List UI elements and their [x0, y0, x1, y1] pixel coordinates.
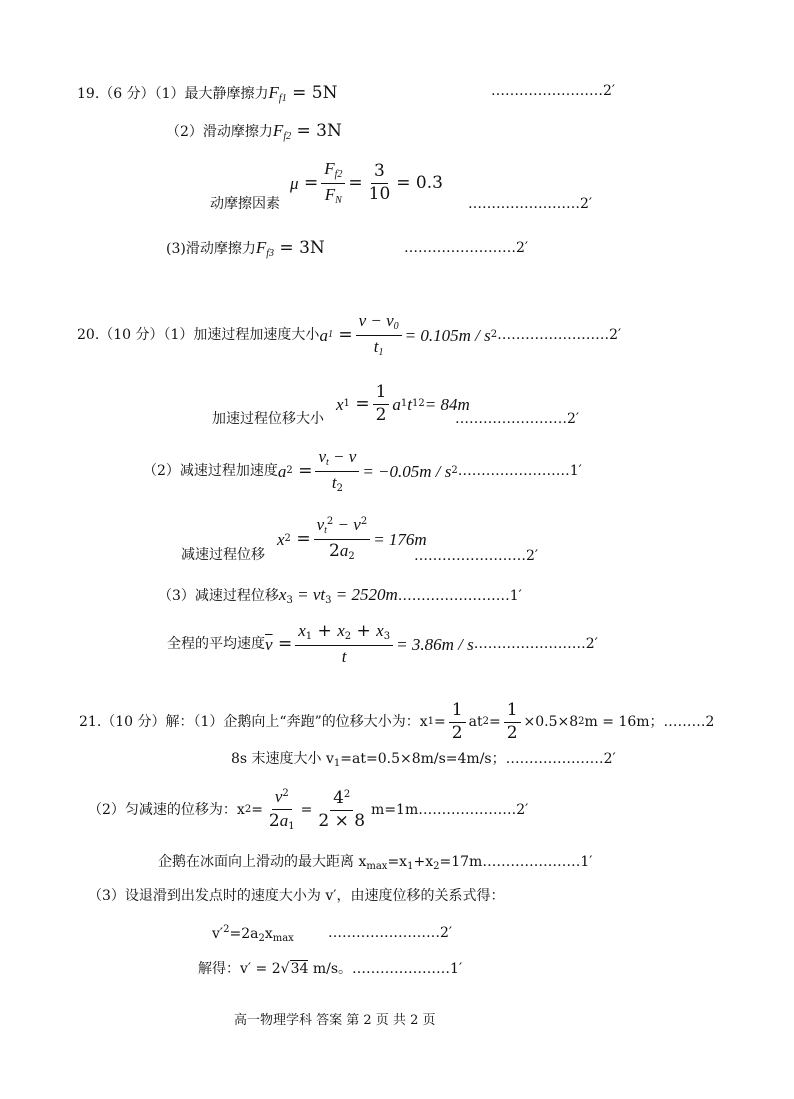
q19-head-text: 19.（6 分）（1）最大静摩擦力 [77, 86, 269, 102]
q19-mu-num2: 3 [371, 163, 388, 184]
q19-f3-value: = 3N [274, 238, 325, 258]
q21-eq-v: v′ [212, 926, 224, 942]
q19-p2-label: （2）滑动摩擦力 [166, 124, 273, 140]
q20-a2-result: = −0.05m / s [362, 461, 452, 481]
q21-solve-unit: m/s。 [308, 961, 353, 977]
q21-score1: …………………2′ [505, 751, 616, 767]
q21-score3: …………………1′ [482, 854, 593, 870]
q21-p2-result: m=1m [371, 802, 419, 819]
q20-x1-label: 加速过程位移大小 [212, 411, 324, 427]
q20-a1-sub: 1 [327, 329, 333, 340]
q20-score5: ……………………1′ [397, 588, 522, 604]
q19-score2: ……………………2′ [468, 196, 593, 212]
q19-mu-label: 动摩擦因素 [210, 196, 280, 212]
q19-mu-den: F [324, 184, 336, 204]
q19-mu-result: = 0.3 [396, 172, 443, 193]
q21-v1-result: =at=0.5×8m/s=4m/s； [340, 751, 506, 767]
q20-avg-result: = 3.86m / s [396, 634, 474, 654]
q21-v1-line: 8s 末速度大小 $v_1=at=0.5\times 8m/s=4m/s$；…………………2′ [231, 751, 616, 769]
q19-mu-fraction1 [321, 160, 345, 206]
q20-score6: ……………………2′ [473, 636, 598, 653]
q20-x1-result: = 84m [424, 394, 470, 414]
q20-x2-equation: x 2 = $\frac{v_t^2 - v^2}{2a_2}$ = 176m [277, 515, 427, 562]
q19-heading [77, 84, 337, 104]
q21-head-text: 21.（10 分）解：（1）企鹅向上“奔跑”的位移大小为：x [79, 714, 428, 731]
q21-head-score: ………2 [663, 714, 715, 731]
q19-score1: ……………………2′ [491, 83, 616, 99]
q19-f3-sub: f3 [266, 248, 275, 259]
q19-f2-symbol: F [272, 121, 284, 140]
q19-mu-den2: 10 [368, 183, 391, 204]
q20-a1-symbol: a [319, 325, 328, 345]
q21-score4: ……………………2′ [328, 925, 453, 941]
q21-xmax-eq: =x [387, 854, 408, 870]
q20-part2: （2）减速过程加速度 a 2 = $\frac{v_t - v}{t_2}$ = −0.05m / s 2 ……………………1′ [143, 447, 582, 494]
q20-p2-label: （2）减速过程加速度 [143, 463, 278, 479]
q20-x3-result: = 2520m [331, 585, 398, 604]
q19-f1-sub: f1 [278, 93, 287, 104]
q20-x2-result: = 176m [373, 529, 427, 549]
q19-mu-num-sub: f2 [334, 169, 343, 180]
q20-score1: ……………………2′ [497, 327, 622, 343]
q19-mu-symbol: μ [290, 173, 299, 193]
q20-a1-num: v − v [358, 311, 394, 330]
q19-mu-fraction2 [366, 160, 394, 204]
q21-equation-line: $v'^2=2a_2x_{max}$ [212, 924, 294, 944]
q19-f1-value: = 5N [286, 83, 338, 103]
q19-part3 [166, 239, 325, 259]
q19-p3-label: (3)滑动摩擦力 [166, 241, 256, 257]
q21-solve-sqrt: 34 [290, 961, 309, 977]
q20-head-text: 20.（10 分）（1）加速过程加速度大小 [77, 327, 320, 343]
q21-solution: 解得：v′ = 2√34 m/s。…………………1′ [198, 961, 463, 977]
q21-p2-label: （2）匀减速的位移为：x [88, 802, 245, 819]
q21-xmax-line: 企鹅在冰面向上滑动的最大距离 $x_{max}=x_1+x_2=17m\dots\dots\dots\dots\dots\dots\dots 1'$ [158, 854, 593, 872]
page-footer: 高一物理学科 答案 第 2 页 共 2 页 [234, 1013, 436, 1028]
q19-f2-value: = 3N [291, 121, 342, 141]
q21-v1-label: 8s 末速度大小 v [231, 751, 334, 767]
q19-mu-equation: μ = $\frac{F_{f2}}{F_N}$ = $\frac{3}{10}$ = 0.3 [290, 159, 443, 206]
q20-a1-result: = 0.105m / s [404, 325, 491, 345]
q20-a1-den-sub: 1 [378, 346, 384, 358]
q20-x1-equation: x 1 = $\frac{1}{2}$ a 1 t 1 2 = 84m [336, 382, 470, 425]
q19-score3: ……………………2′ [404, 240, 529, 256]
q21-score5: …………………1′ [352, 961, 463, 977]
q19-mu-num: F [324, 159, 335, 178]
q20-a1-den: t [373, 336, 379, 356]
q19-part2 [166, 122, 342, 142]
q20-p3-label: （3）减速过程位移 [158, 588, 279, 604]
q20-score3: ……………………1′ [457, 463, 582, 479]
q19-f3-symbol: F [255, 238, 267, 257]
q21-head-result: m = 16m； [584, 714, 664, 731]
q21-xmax-result: =17m [439, 854, 483, 870]
q21-score2: …………………2′ [418, 802, 529, 819]
q21-part3: （3）设退滑到出发点时的速度大小为 v′，由速度位移的关系式得： [88, 888, 505, 904]
q19-f2-sub: f2 [283, 131, 292, 142]
q20-part3: （3）减速过程位移$x_3 = vt_3$ = 2520m……………………1′ [158, 585, 522, 606]
q20-part1: 20.（10 分）（1）加速过程加速度大小 a 1 = $\frac{v - v_0}{t_1}$ = 0.105m / s 2 ……………………2′ [77, 311, 622, 358]
q20-a1-fraction [356, 312, 402, 358]
q21-xmax-label: 企鹅在冰面向上滑动的最大距离 x [158, 854, 367, 870]
q19-mu-den-sub: N [335, 194, 342, 206]
q21-part1: 21.（10 分）解：（1）企鹅向上“奔跑”的位移大小为：x 1 = $\frac{1}{2}$ at 2 = $\frac{1}{2}$ ×0.5×8 2 m = 16m； ………2 [79, 700, 715, 743]
q20-x2-label: 减速过程位移 [181, 547, 265, 563]
q20-score2: ……………………2′ [455, 411, 580, 427]
q20-score4: ……………………2′ [414, 548, 539, 564]
q20-a1-num-sub: 0 [393, 321, 399, 332]
q19-f1-symbol: F [268, 83, 279, 102]
q21-part2: （2）匀减速的位移为：x 2 = $\frac{v^2}{2a_1}$ = $\frac{4^2}{2 \times 8}$ m=1m …………………2′ [88, 787, 529, 832]
q20-avg-label: 全程的平均速度 [167, 636, 265, 653]
q21-eq-rest: =2a [229, 926, 259, 942]
q21-solve-label: 解得：v′ = 2 [198, 961, 281, 977]
q20-average-speed: 全程的平均速度 $\overline{v}$ = $\frac{x_1 + x_2 + x_3}{t}$ = 3.86m / s ……………………2′ [167, 621, 598, 666]
